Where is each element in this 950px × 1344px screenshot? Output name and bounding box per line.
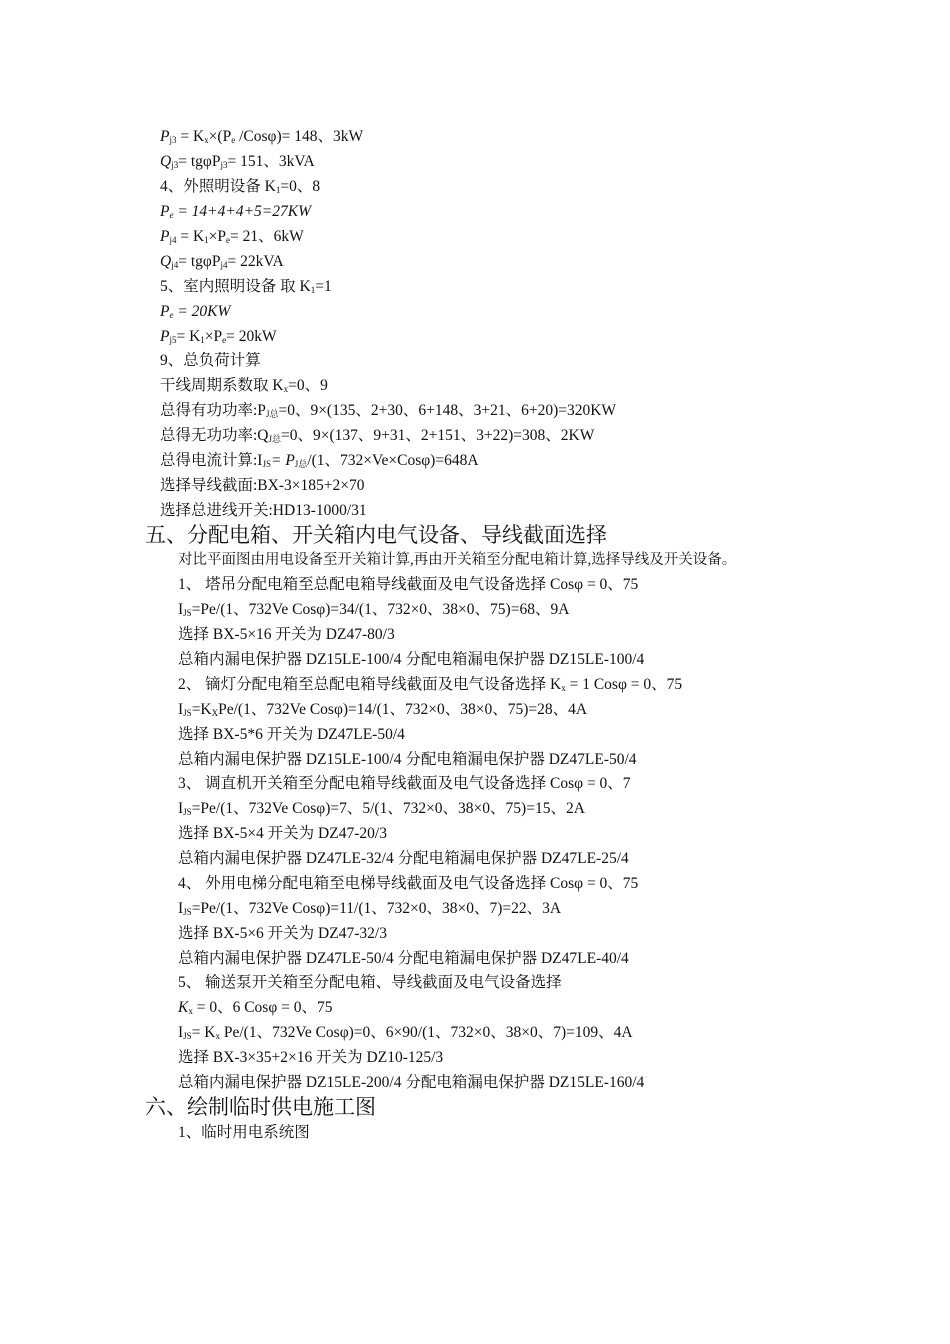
section-5-intro: 对比平面图由用电设备至开关箱计算,再由开关箱至分配电箱计算,选择导线及开关设备。 (178, 552, 737, 568)
main-switch-selection: 选择总进线开关:HD13-1000/31 (160, 502, 367, 519)
sec5-line-19: $I_{JS}= K_x$ Pe/(1、732Ve Cosφ)=0、6×90/(1、732×0、38×0、7)=109、4A (178, 1024, 633, 1041)
sec5-line-4: 总箱内漏电保护器 DZ15LE-100/4 分配电箱漏电保护器 DZ15LE-100/4 (178, 651, 645, 668)
formula-pe-20: $P_e = 20KW$ (160, 303, 231, 320)
formula-pj4: $P_{j4} = K_1\times P_e= 21$、6kW (160, 228, 304, 245)
sec5-line-16: 总箱内漏电保护器 DZ47LE-50/4 分配电箱漏电保护器 DZ47LE-40/4 (178, 950, 629, 967)
heading-section-5: 五、分配电箱、开关箱内电气设备、导线截面选择 (145, 523, 607, 547)
sec5-line-13: 4、 外用电梯分配电箱至电梯导线截面及电气设备选择 Cosφ = 0、75 (178, 875, 639, 892)
item-indoor-lighting: 5、室内照明设备 取 $K_1=1$ (160, 278, 332, 295)
formula-qj4: $Q_{j4}= tg\varphi P_{j4}= 22kVA$ (160, 253, 284, 270)
sec5-line-5: 2、 镝灯分配电箱至总配电箱导线截面及电气设备选择 $K_x = 1$ Cosφ = 0、75 (178, 676, 683, 693)
sec5-line-14: $I_{JS}=Pe/(1$、732Ve Cosφ)=11/(1、732×0、38×0、7)=22、3A (178, 900, 562, 917)
sec5-line-2: $I_{JS}=Pe/(1$、732Ve Cosφ)=34/(1、732×0、38×0、75)=68、9A (178, 601, 570, 618)
sec5-line-18: $K_x = 0$、6 Cosφ = 0、75 (178, 999, 333, 1016)
formula-pj5: $P_{j5}= K_1\times P_e= 20kW$ (160, 328, 277, 345)
formula-pe-27: $P_e = 14+4+4+5=27KW$ (160, 203, 312, 220)
wire-section-selection: 选择导线截面:BX-3×185+2×70 (160, 477, 365, 494)
formula-qj3: $Q_{j3}= tg\varphi P_{j3}= 151$、3kVA (160, 153, 315, 170)
sec5-line-1: 1、 塔吊分配电箱至总配电箱导线截面及电气设备选择 Cosφ = 0、75 (178, 576, 639, 593)
sec5-line-15: 选择 BX-5×6 开关为 DZ47-32/3 (178, 925, 387, 942)
sec5-line-8: 总箱内漏电保护器 DZ15LE-100/4 分配电箱漏电保护器 DZ47LE-50/4 (178, 751, 637, 768)
sec5-line-12: 总箱内漏电保护器 DZ47LE-32/4 分配电箱漏电保护器 DZ47LE-25/4 (178, 850, 629, 867)
sec5-line-11: 选择 BX-5×4 开关为 DZ47-20/3 (178, 825, 387, 842)
sec5-line-9: 3、 调直机开关箱至分配电箱导线截面及电气设备选择 Cosφ = 0、7 (178, 775, 631, 792)
sec5-line-7: 选择 BX-5*6 开关为 DZ47LE-50/4 (178, 726, 405, 743)
total-current: 总得电流计算$:I_{JS}= P_{J总}/(1$、732×Ve×Cosφ)=648A (160, 452, 479, 469)
sec5-line-17: 5、 输送泵开关箱至分配电箱、导线截面及电气设备选择 (178, 974, 562, 991)
sec5-line-21: 总箱内漏电保护器 DZ15LE-200/4 分配电箱漏电保护器 DZ15LE-160/4 (178, 1074, 645, 1091)
heading-section-6: 六、绘制临时供电施工图 (145, 1095, 376, 1119)
sec5-line-3: 选择 BX-5×16 开关为 DZ47-80/3 (178, 626, 395, 643)
formula-pj3: $P_{j3} = K_x\times(P_e$ /Cosφ)= 148、3kW (160, 128, 364, 145)
sec5-line-20: 选择 BX-3×35+2×16 开关为 DZ10-125/3 (178, 1049, 444, 1066)
trunk-coefficient: 干线周期系数取 $K_x=0$、9 (160, 377, 328, 394)
item-outdoor-lighting: 4、外照明设备 $K_1=0$、8 (160, 178, 321, 195)
total-reactive-power: 总得无功功率$:Q_{J总}=0$、9×(137、9+31、2+151、3+22)=308、2KW (160, 427, 595, 444)
sec6-item-1: 1、临时用电系统图 (178, 1124, 310, 1141)
sec5-line-6: $I_{JS}=K_XPe/(1$、732Ve Cosφ)=14/(1、732×0、38×0、75)=28、4A (178, 701, 588, 718)
item-total-load: 9、总负荷计算 (160, 352, 261, 369)
total-active-power: 总得有功功率$:P_{J总}=0$、9×(135、2+30、6+148、3+21、6+20)=320KW (160, 402, 617, 419)
sec5-line-10: $I_{JS}=Pe/(1$、732Ve Cosφ)=7、5/(1、732×0、38×0、75)=15、2A (178, 800, 585, 817)
